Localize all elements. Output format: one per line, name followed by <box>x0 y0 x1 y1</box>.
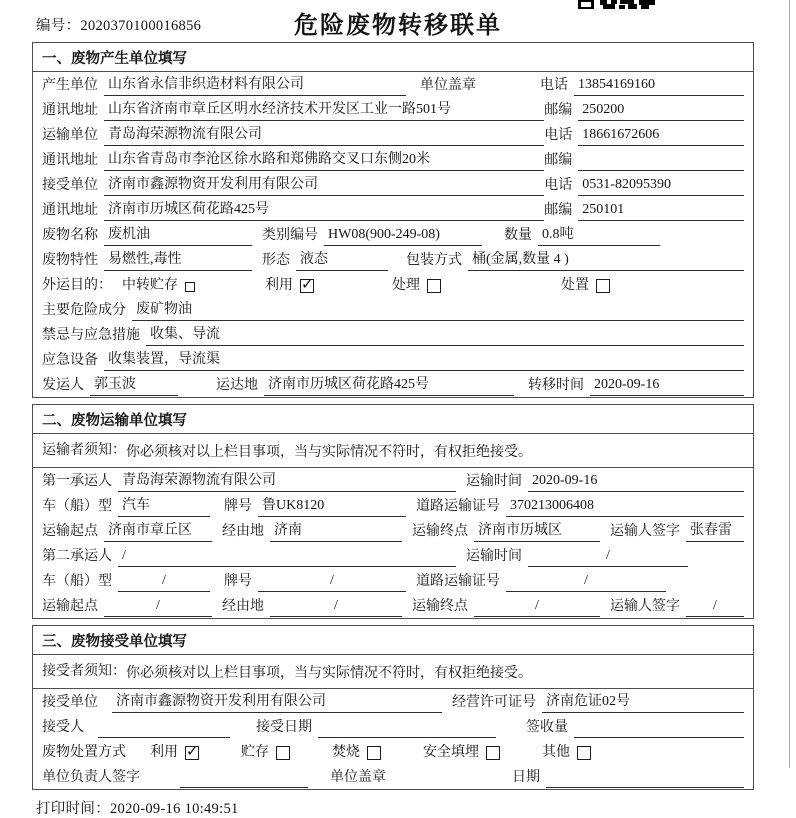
waste-name-value: 废机油 <box>104 225 252 246</box>
end-label: 运输终点 <box>412 524 468 539</box>
disposal-method-row <box>33 739 753 764</box>
date-value <box>546 768 744 788</box>
waste-props-row <box>33 247 753 272</box>
taboo-label: 禁忌与应急措施 <box>42 328 140 343</box>
waste-category-value: HW08(900-249-08) <box>324 225 482 246</box>
accept-person-row <box>33 714 753 739</box>
carrier2-value: / <box>118 546 456 567</box>
operating-license-value: 济南危证02号 <box>542 692 744 713</box>
route2-start-label: 运输起点 <box>42 599 98 614</box>
via-label: 经由地 <box>222 524 264 539</box>
waste-form-label: 形态 <box>262 253 290 268</box>
waste-props-value: 易燃性,毒性 <box>104 250 252 271</box>
road-license-label: 道路运输证号 <box>416 574 500 589</box>
hazard-label: 主要危险成分 <box>42 303 126 318</box>
road-license-label: 道路运输证号 <box>416 499 500 514</box>
received-qty-value <box>574 718 744 738</box>
received-qty-label: 签收量 <box>526 720 568 735</box>
transporter-notice-row <box>33 434 753 468</box>
unit-stamp-label: 单位盖章 <box>330 770 386 785</box>
vehicle2-type-label: 车（船）型 <box>42 574 112 589</box>
vehicle2-plate-value: / <box>258 571 406 592</box>
vehicle1-type-value: 汽车 <box>118 496 210 517</box>
packing-value: 桶(金属,数量 4 ) <box>468 250 744 271</box>
transfer-checkbox-icon <box>185 282 195 292</box>
hazard-value: 废矿物油 <box>132 300 744 321</box>
carrier-sign-label: 运输人签字 <box>610 599 680 614</box>
page-title: 危险废物转移联单 <box>294 12 502 39</box>
waste-props-label: 废物特性 <box>42 253 98 268</box>
equipment-value: 收集装置，导流渠 <box>104 350 744 371</box>
disposal-option-store: 贮存 <box>241 745 269 760</box>
purpose-option-treat: 处理 <box>392 278 420 293</box>
transporter-notice-label: 运输者须知： <box>42 443 126 458</box>
serial-label: 编号： <box>36 18 81 34</box>
accept-date-value <box>318 718 496 738</box>
route2-via-value: / <box>270 596 402 617</box>
vehicle1-row <box>33 493 753 518</box>
receiver-notice-row <box>33 655 753 689</box>
dispatcher-value: 郭玉波 <box>90 375 178 396</box>
phone-label: 电话 <box>544 178 573 193</box>
producer-address-row <box>33 97 753 122</box>
route1-end-value: 济南市历城区 <box>474 521 600 542</box>
accept-unit-row <box>33 689 753 714</box>
purpose-row <box>33 272 753 297</box>
dispose-checkbox-icon <box>596 279 610 293</box>
receiver-unit-label: 接受单位 <box>42 178 98 193</box>
transporter-address-value: 山东省青岛市李沧区徐水路和郑佛路交叉口东侧20米 <box>104 150 544 171</box>
carrier1-value: 青岛海荣源物流有限公司 <box>118 471 456 492</box>
taboo-row <box>33 322 753 347</box>
vehicle2-type-value: / <box>118 571 210 592</box>
transporter-zip-value <box>578 151 744 171</box>
accept-unit-value: 济南市鑫源物资开发利用有限公司 <box>112 692 442 713</box>
route2-end-value: / <box>474 596 600 617</box>
producer-unit-value: 山东省永信非织造材料有限公司 <box>104 75 406 96</box>
section-receiver <box>32 625 754 790</box>
carrier1-label: 第一承运人 <box>42 474 112 489</box>
carrier-sign-label: 运输人签字 <box>610 524 680 539</box>
receiver-unit-value: 济南市鑫源物资开发利用有限公司 <box>104 175 544 196</box>
transport-time-label: 运输时间 <box>466 549 522 564</box>
dispatch-row <box>33 372 753 397</box>
plate-label: 牌号 <box>224 574 252 589</box>
operating-license-label: 经营许可证号 <box>452 695 536 710</box>
transporter-unit-label: 运输单位 <box>42 128 98 143</box>
receiver-notice-label: 接受者须知： <box>42 664 126 679</box>
end-label: 运输终点 <box>412 599 468 614</box>
zip-label: 邮编 <box>544 203 573 218</box>
section-producer-title: 一、废物产生单位填写 <box>33 43 753 72</box>
disposal-method-label: 废物处置方式 <box>42 745 126 760</box>
destination-value: 济南市历城区荷花路425号 <box>264 375 514 396</box>
zip-label: 邮编 <box>544 153 573 168</box>
waste-quantity-value: 0.8吨 <box>538 225 660 246</box>
accept-date-label: 接受日期 <box>256 720 312 735</box>
hazard-row <box>33 297 753 322</box>
disposal-burn-checkbox-icon <box>367 746 381 760</box>
route1-row <box>33 518 753 543</box>
treat-checkbox-icon <box>427 279 441 293</box>
disposal-landfill-checkbox-icon <box>486 746 500 760</box>
disposal-use-checkbox-icon <box>185 746 199 760</box>
route2-start-value: / <box>104 596 212 617</box>
equipment-label: 应急设备 <box>42 353 98 368</box>
producer-address-value: 山东省济南市章丘区明水经济技术开发区工业一路501号 <box>104 100 544 121</box>
plate-label: 牌号 <box>224 499 252 514</box>
destination-label: 运达地 <box>216 378 258 393</box>
receiver-notice-text: 你必须核对以上栏目事项，当与实际情况不符时，有权拒绝接受。 <box>126 666 532 681</box>
equipment-row <box>33 347 753 372</box>
accept-person-value <box>98 718 230 738</box>
vehicle2-row <box>33 568 753 593</box>
transporter-unit-row <box>33 122 753 147</box>
carrier1-row <box>33 468 753 493</box>
carrier2-label: 第二承运人 <box>42 549 112 564</box>
print-time-value: 2020-09-16 10:49:51 <box>110 801 239 817</box>
producer-address-label: 通讯地址 <box>42 103 98 118</box>
route1-start-label: 运输起点 <box>42 524 98 539</box>
carrier2-row <box>33 543 753 568</box>
disposal-other-checkbox-icon <box>577 746 591 760</box>
serial-number: 2020370100016856 <box>80 18 202 34</box>
transporter-notice-text: 你必须核对以上栏目事项，当与实际情况不符时，有权拒绝接受。 <box>126 445 532 460</box>
route1-sign-value: 张春雷 <box>686 521 744 542</box>
disposal-option-landfill: 安全填埋 <box>423 745 479 760</box>
disposal-option-use: 利用 <box>150 745 178 760</box>
vehicle1-license-value: 370213006408 <box>506 496 744 517</box>
producer-unit-label: 产生单位 <box>42 78 98 93</box>
vehicle2-license-value: / <box>506 571 666 592</box>
producer-unit-row <box>33 72 753 97</box>
phone-label: 电话 <box>540 78 568 93</box>
receiver-unit-row <box>33 172 753 197</box>
transporter-address-row <box>33 147 753 172</box>
transfer-time-label: 转移时间 <box>528 378 584 393</box>
unit-signature-label: 单位负责人签字 <box>42 770 140 785</box>
producer-zip-value: 250200 <box>578 100 744 121</box>
unit-stamp-label: 单位盖章 <box>420 78 476 93</box>
waste-name-row <box>33 222 753 247</box>
section-transporter-title: 二、废物运输单位填写 <box>33 405 753 434</box>
dispatcher-label: 发运人 <box>42 378 84 393</box>
receiver-phone-value: 0531-82095390 <box>578 175 744 196</box>
receiver-address-row <box>33 197 753 222</box>
unit-signature-value <box>180 768 308 788</box>
carrier1-time-value: 2020-09-16 <box>528 471 744 492</box>
purpose-option-transfer: 中转贮存 <box>122 278 178 293</box>
section-receiver-title: 三、废物接受单位填写 <box>33 626 753 655</box>
disposal-option-other: 其他 <box>542 745 570 760</box>
waste-form-value: 液态 <box>296 250 388 271</box>
transporter-unit-value: 青岛海荣源物流有限公司 <box>104 125 544 146</box>
receiver-address-label: 通讯地址 <box>42 203 98 218</box>
use-checkbox-icon <box>300 279 314 293</box>
route2-row <box>33 593 753 618</box>
zip-label: 邮编 <box>544 103 573 118</box>
transporter-phone-value: 18661672606 <box>578 125 744 146</box>
carrier2-time-value: / <box>528 546 688 567</box>
transporter-address-label: 通讯地址 <box>42 153 98 168</box>
waste-name-label: 废物名称 <box>42 228 98 243</box>
phone-label: 电话 <box>544 128 573 143</box>
route1-start-value: 济南市章丘区 <box>104 521 212 542</box>
print-time-label: 打印时间： <box>36 801 110 817</box>
transfer-time-value: 2020-09-16 <box>590 375 744 396</box>
date-label: 日期 <box>512 770 540 785</box>
section-producer <box>32 42 754 398</box>
receiver-zip-value: 250101 <box>578 200 744 221</box>
section-transporter <box>32 404 754 619</box>
packing-label: 包装方式 <box>406 253 462 268</box>
print-time-line <box>36 797 796 818</box>
route1-via-value: 济南 <box>270 521 402 542</box>
disposal-store-checkbox-icon <box>276 746 290 760</box>
via-label: 经由地 <box>222 599 264 614</box>
document-header <box>0 0 796 42</box>
accept-unit-label: 接受单位 <box>42 695 98 710</box>
transport-time-label: 运输时间 <box>466 474 522 489</box>
purpose-label: 外运目的： <box>42 278 112 293</box>
producer-phone-value: 13854169160 <box>574 75 744 96</box>
vehicle1-plate-value: 鲁UK8120 <box>258 496 406 517</box>
purpose-option-use: 利用 <box>265 278 293 293</box>
route2-sign-value: / <box>686 596 744 617</box>
waste-category-label: 类别编号 <box>262 228 318 243</box>
accept-person-label: 接受人 <box>42 720 84 735</box>
disposal-option-burn: 焚烧 <box>332 745 360 760</box>
taboo-value: 收集、导流 <box>146 325 744 346</box>
vehicle1-type-label: 车（船）型 <box>42 499 112 514</box>
page-right-edge <box>789 0 790 768</box>
waste-quantity-label: 数量 <box>504 228 532 243</box>
receiver-address-value: 济南市历城区荷花路425号 <box>104 200 544 221</box>
purpose-option-dispose: 处置 <box>561 278 589 293</box>
